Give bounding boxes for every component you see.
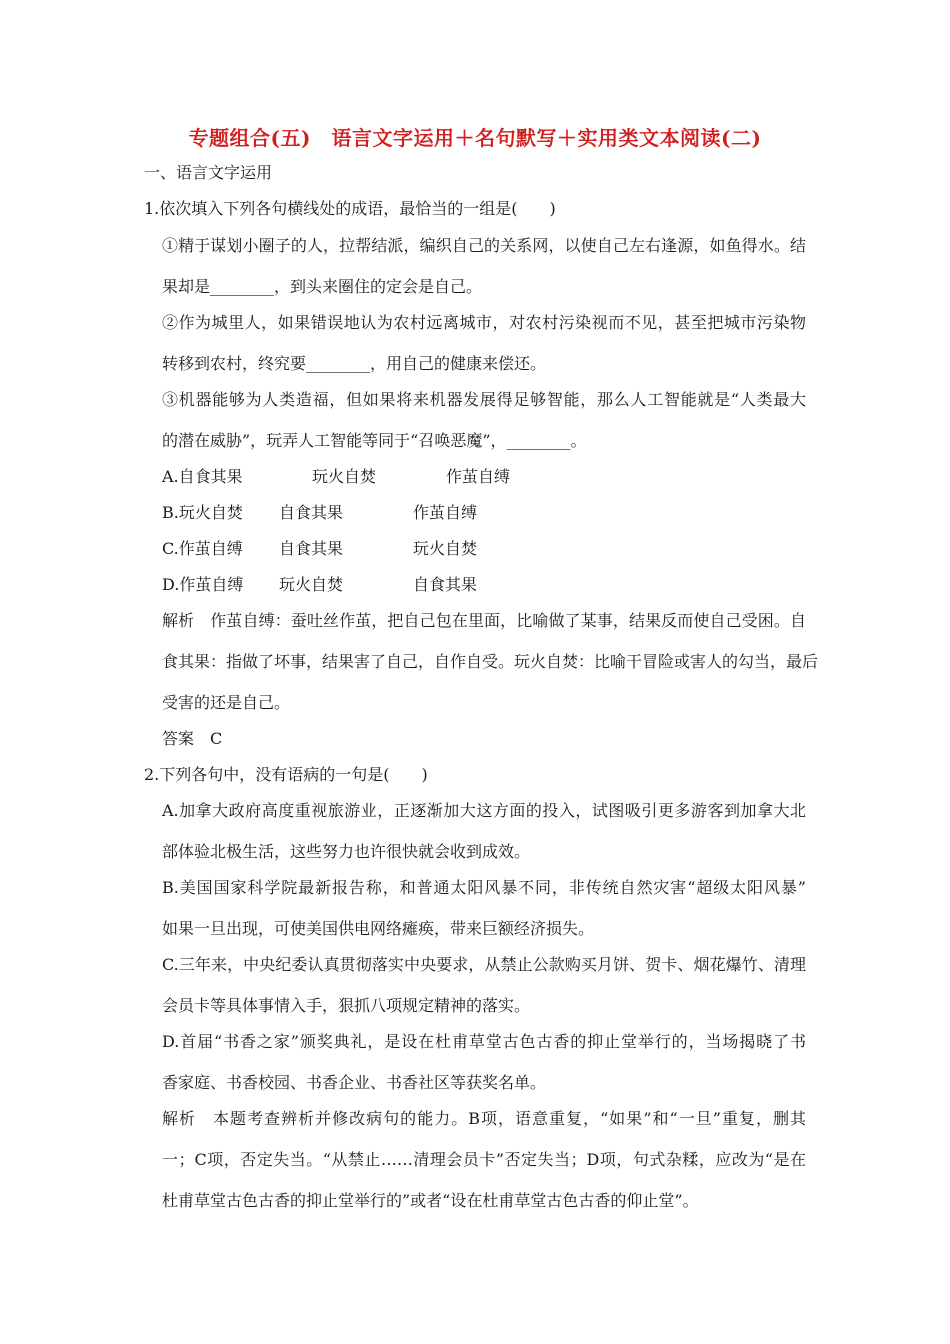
option-term: 作茧自缚 [413, 503, 478, 522]
section-heading: 一、语言文字运用 [144, 163, 273, 182]
q1-sentence-2-line-2: 转移到农村，终究要________，用自己的健康来偿还。 [162, 354, 547, 373]
q1-sentence-3-line-2: 的潜在威胁”，玩弄人工智能等同于“召唤恶魔”，________。 [162, 431, 587, 450]
q2-option-a-line-1: A.加拿大政府高度重视旅游业，正逐渐加大这方面的投入，试图吸引更多游客到加拿大北 [162, 801, 806, 820]
q2-option-b-line-2: 如果一旦出现，可使美国供电网络瘫痪，带来巨额经济损失。 [162, 919, 595, 938]
q1-sentence-1-line-1: ①精于谋划小圈子的人，拉帮结派，编织自己的关系网，以使自己左右逢源，如鱼得水。结 [162, 236, 806, 255]
q2-option-b-line-1: B.美国国家科学院最新报告称，和普通太阳风暴不同，非传统自然灾害“超级太阳风暴” [162, 878, 806, 897]
option-term: 玩火自焚 [413, 539, 478, 558]
q1-sentence-2-line-1: ②作为城里人，如果错误地认为农村远离城市，对农村污染视而不见，甚至把城市污染物 [162, 313, 806, 332]
question-2-stem: 2.下列各句中，没有语病的一句是( ) [144, 765, 428, 784]
q2-option-d-line-2: 香家庭、书香校园、书香企业、书香社区等获奖名单。 [162, 1073, 547, 1092]
option-label: C.作茧自缚 [162, 539, 243, 558]
option-label: A.自食其果 [162, 467, 243, 486]
q2-option-d-line-1: D.首届“书香之家”颁奖典礼，是设在杜甫草堂古色古香的抑止堂举行的，当场揭晓了书 [162, 1032, 806, 1051]
option-label: D.作茧自缚 [162, 575, 244, 594]
option-term: 自食其果 [279, 539, 344, 558]
document-title: 专题组合(五) 语言文字运用＋名句默写＋实用类文本阅读(二) [188, 126, 762, 150]
q2-analysis-line-1: 解析 本题考查辨析并修改病句的能力。B项，语意重复，“如果”和“一旦”重复，删其 [162, 1109, 806, 1128]
option-term: 自食其果 [413, 575, 478, 594]
option-term: 自食其果 [279, 503, 344, 522]
option-term: 作茧自缚 [446, 467, 511, 486]
q1-analysis-line-2: 食其果：指做了坏事，结果害了自己，自作自受。玩火自焚：比喻干冒险或害人的勾当，最后 [162, 652, 819, 671]
option-term: 玩火自焚 [312, 467, 377, 486]
q2-option-c-line-2: 会员卡等具体事情入手，狠抓八项规定精神的落实。 [162, 996, 531, 1015]
option-term: 玩火自焚 [279, 575, 344, 594]
q1-analysis-line-1: 解析 作茧自缚：蚕吐丝作茧，把自己包在里面，比喻做了某事，结果反而使自己受困。自 [162, 611, 806, 630]
q1-sentence-1-line-2: 果却是________，到头来圈住的定会是自己。 [162, 277, 483, 296]
q1-answer: 答案 C [162, 729, 223, 748]
q2-analysis-line-3: 杜甫草堂古色古香的抑止堂举行的”或者“设在杜甫草堂古色古香的仰止堂”。 [162, 1191, 699, 1210]
q2-analysis-line-2: 一；C项，否定失当。“从禁止……清理会员卡”否定失当；D项，句式杂糅，应改为“是在 [162, 1150, 806, 1169]
q1-analysis-line-3: 受害的还是自己。 [162, 693, 291, 712]
option-label: B.玩火自焚 [162, 503, 243, 522]
question-1-stem: 1.依次填入下列各句横线处的成语，最恰当的一组是( ) [144, 199, 556, 218]
q2-option-a-line-2: 部体验北极生活，这些努力也许很快就会收到成效。 [162, 842, 531, 861]
q2-option-c-line-1: C.三年来，中央纪委认真贯彻落实中央要求，从禁止公款购买月饼、贺卡、烟花爆竹、清理 [162, 955, 806, 974]
q1-sentence-3-line-1: ③机器能够为人类造福，但如果将来机器发展得足够智能，那么人工智能就是“人类最大 [162, 390, 806, 409]
